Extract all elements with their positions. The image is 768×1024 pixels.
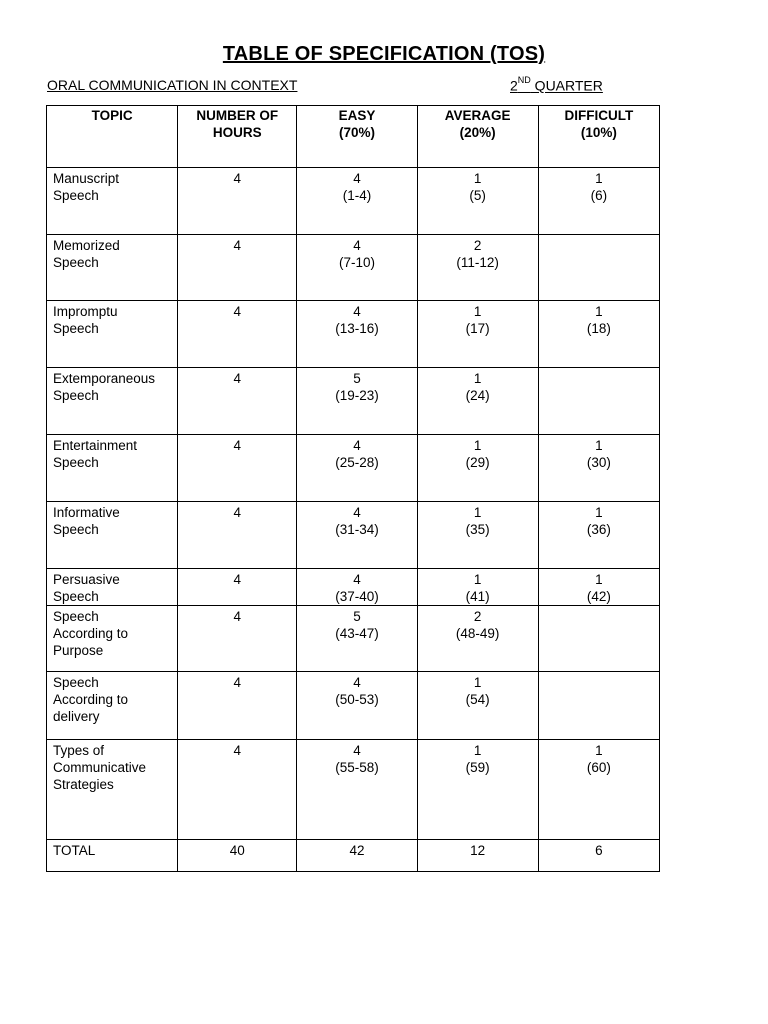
average-cell: 2 (48-49) [417,606,538,672]
average-cell: 1 (17) [417,301,538,368]
difficult-cell [538,606,659,672]
easy-cell: 4 (31-34) [297,502,417,569]
quarter-word: QUARTER [530,77,603,94]
table-row [47,569,660,606]
header-difficult: DIFFICULT (10%) [538,106,659,168]
document-title: TABLE OF SPECIFICATION (TOS) [222,43,546,65]
header-hours: NUMBER OF HOURS [178,106,297,168]
average-cell: 1 (54) [417,672,538,740]
easy-cell: 5 (19-23) [297,368,417,435]
hours-cell: 4 [178,168,297,235]
topic-cell: Persuasive Speech [47,569,178,606]
easy-cell: 5 (43-47) [297,606,417,672]
easy-cell: 4 (37-40) [297,569,417,606]
easy-cell: 4 (1-4) [297,168,417,235]
total-hours: 40 [178,840,297,872]
average-cell: 1 (59) [417,740,538,840]
easy-cell: 4 (25-28) [297,435,417,502]
easy-cell: 4 (13-16) [297,301,417,368]
hours-cell: 4 [178,301,297,368]
topic-cell: Extemporaneous Speech [47,368,178,435]
table-row [47,168,660,235]
table-row [47,235,660,301]
difficult-cell [538,368,659,435]
tos-table [46,105,660,872]
hours-cell: 4 [178,235,297,301]
total-average: 12 [417,840,538,872]
topic-cell: Impromptu Speech [47,301,178,368]
difficult-cell: 1 (60) [538,740,659,840]
topic-cell: Informative Speech [47,502,178,569]
difficult-cell: 1 (42) [538,569,659,606]
hours-cell: 4 [178,435,297,502]
average-cell: 2 (11-12) [417,235,538,301]
hours-cell: 4 [178,740,297,840]
subject-label: ORAL COMMUNICATION IN CONTEXT [47,77,298,93]
table-row [47,672,660,740]
header-average: AVERAGE (20%) [417,106,538,168]
table-row [47,740,660,840]
difficult-cell [538,672,659,740]
table-row [47,301,660,368]
difficult-cell: 1 (6) [538,168,659,235]
easy-cell: 4 (7-10) [297,235,417,301]
total-row [47,840,660,872]
header-easy: EASY (70%) [297,106,417,168]
average-cell: 1 (41) [417,569,538,606]
quarter-ordinal-suffix: ND [517,75,531,85]
difficult-cell [538,235,659,301]
hours-cell: 4 [178,569,297,606]
average-cell: 1 (35) [417,502,538,569]
table-row [47,368,660,435]
table-row [47,606,660,672]
quarter-number: 2 [510,77,518,94]
topic-cell: Speech According to Purpose [47,606,178,672]
total-easy: 42 [297,840,417,872]
difficult-cell: 1 (36) [538,502,659,569]
total-label: TOTAL [47,840,178,872]
hours-cell: 4 [178,502,297,569]
topic-cell: Memorized Speech [47,235,178,301]
topic-cell: Types of Communicative Strategies [47,740,178,840]
average-cell: 1 (29) [417,435,538,502]
hours-cell: 4 [178,672,297,740]
quarter-label [510,77,603,94]
table-row [47,435,660,502]
topic-cell: Manuscript Speech [47,168,178,235]
header-topic: TOPIC [47,106,178,168]
table-row [47,502,660,569]
difficult-cell: 1 (18) [538,301,659,368]
hours-cell: 4 [178,606,297,672]
average-cell: 1 (5) [417,168,538,235]
difficult-cell: 1 (30) [538,435,659,502]
topic-cell: Speech According to delivery [47,672,178,740]
header-row [47,106,660,168]
easy-cell: 4 (55-58) [297,740,417,840]
topic-cell: Entertainment Speech [47,435,178,502]
total-difficult: 6 [538,840,659,872]
hours-cell: 4 [178,368,297,435]
average-cell: 1 (24) [417,368,538,435]
easy-cell: 4 (50-53) [297,672,417,740]
